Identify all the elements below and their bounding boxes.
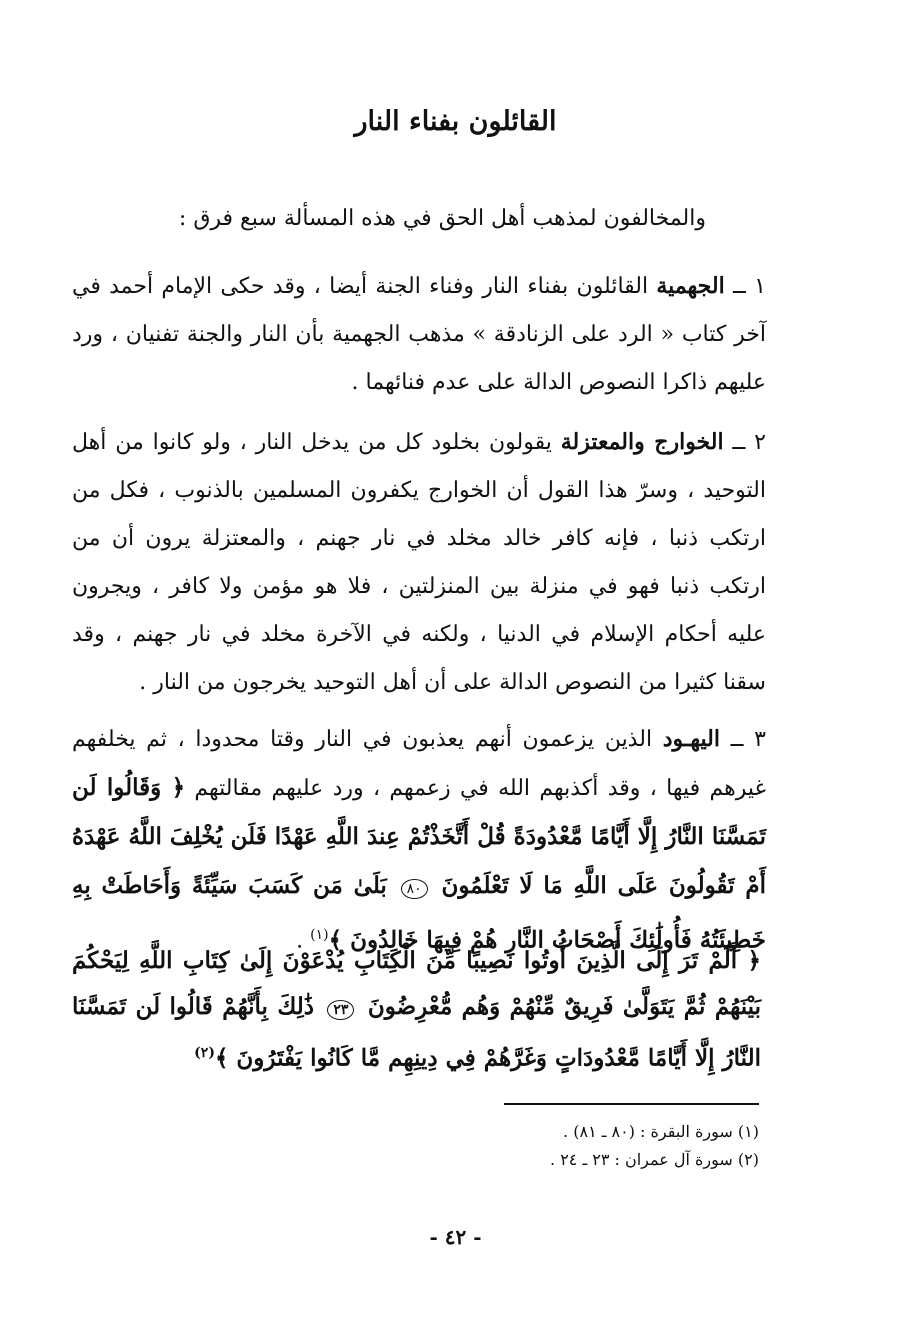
item-text: الذين يزعمون أنهم يعذبون في النار وقتا محدودا ، ثم يخلفهم غيرهم فيها ، وقد أكذبهم الله في زعمهم ، ورد عليهم مقالتهم — [72, 727, 766, 801]
page-number: - ٤٢ - — [429, 1225, 482, 1249]
item-text: يقولون بخلود كل من يدخل النار ، ولو كانوا من أهل التوحيد ، وسرّ هذا القول أن الخوارج يكفرون المسلمين بالذنوب ، فكل من ارتكب ذنبا ، فإنه كافر خالد مخلد في نار جهنم ، والمعتزلة يرون أن من ارتكب ذنبا فهو في منزلة بين المنزلتين ، فلا هو مؤمن ولا كافر ، ويجرون عليه أحكام الإسلام في الدنيا ، ولكنه في الآخرة مخلد في نار جهنم ، وقد سقنا كثيرا من النصوص الدالة على أن أهل التوحيد يخرجون من النار . — [72, 430, 766, 695]
list-item-jahmiyya — [72, 262, 766, 407]
intro-paragraph: والمخالفون لمذهب أهل الحق في هذه المسألة سبع فرق : — [178, 206, 706, 231]
item-lead: الجهمية — [656, 273, 725, 299]
footnote-2: (٢) سورة آل عمران : ٢٣ ـ ٢٤ . — [550, 1150, 759, 1169]
quran-block — [72, 938, 761, 1082]
item-lead: الخوارج والمعتزلة — [560, 429, 724, 455]
footnote-reference: (١) — [310, 927, 329, 943]
item-number: ٣ ــ — [730, 727, 766, 752]
ayah-number-marker: ٨٠ — [401, 879, 428, 899]
item-number: ١ ــ — [732, 274, 766, 299]
footnotes — [300, 1118, 759, 1174]
footnote-1: (١) سورة البقرة : (٨٠ ـ ٨١) . — [563, 1122, 759, 1141]
item-number: ٢ ــ — [732, 430, 766, 455]
quran-verse-continued: ذَٰلِكَ بِأَنَّهُمْ قَالُوا لَن تَمَسَّنَا النَّارُ إِلَّا أَيَّامًا مَّعْدُودَاتٍ وَغَرَّهُمْ فِي دِينِهِم مَّا كَانُوا يَفْتَرُونَ ﴾ — [72, 993, 761, 1072]
list-item-yahud — [72, 715, 766, 965]
quran-verse: ﴿ وَقَالُوا لَن تَمَسَّنَا النَّارُ إِلَّا أَيَّامًا مَّعْدُودَةً قُلْ أَتَّخَذْتُمْ عِندَ اللَّهِ عَهْدًا فَلَن يُخْلِفَ اللَّهُ عَهْدَهُ أَمْ تَقُولُونَ عَلَى اللَّهِ مَا لَا تَعْلَمُونَ — [72, 774, 766, 899]
quran-verse: ﴿ أَلَمْ تَرَ إِلَى الَّذِينَ أُوتُوا نَصِيبًا مِّنَ الْكِتَابِ يُدْعَوْنَ إِلَىٰ كِتَابِ اللَّهِ لِيَحْكُمَ بَيْنَهُمْ ثُمَّ يَتَوَلَّىٰ فَرِيقٌ مِّنْهُمْ وَهُم مُّعْرِضُونَ — [72, 947, 762, 1020]
quran-verse-continued: بَلَىٰ مَن كَسَبَ سَيِّئَةً وَأَحَاطَتْ بِهِ خَطِيئَتُهُ فَأُولَٰئِكَ أَصْحَابُ النَّارِ هُمْ فِيهَا خَالِدُونَ ﴾ — [72, 872, 766, 954]
item-text: القائلون بفناء النار وفناء الجنة أيضا ، وقد حكى الإمام أحمد في آخر كتاب « الرد على الزنادقة » مذهب الجهمية بأن النار والجنة تفنيان ، ورد عليهم ذاكرا النصوص الدالة على عدم فنائهما . — [72, 274, 766, 395]
footnote-separator — [504, 1103, 759, 1105]
sentence-end: . — [296, 928, 304, 954]
item-lead: اليهـود — [662, 726, 720, 752]
footnote-reference: (٢) — [194, 1045, 215, 1061]
ayah-number-marker: ٢٣ — [327, 1000, 354, 1020]
section-title: القائلون بفناء النار — [354, 106, 557, 137]
list-item-khawarij — [72, 418, 766, 707]
